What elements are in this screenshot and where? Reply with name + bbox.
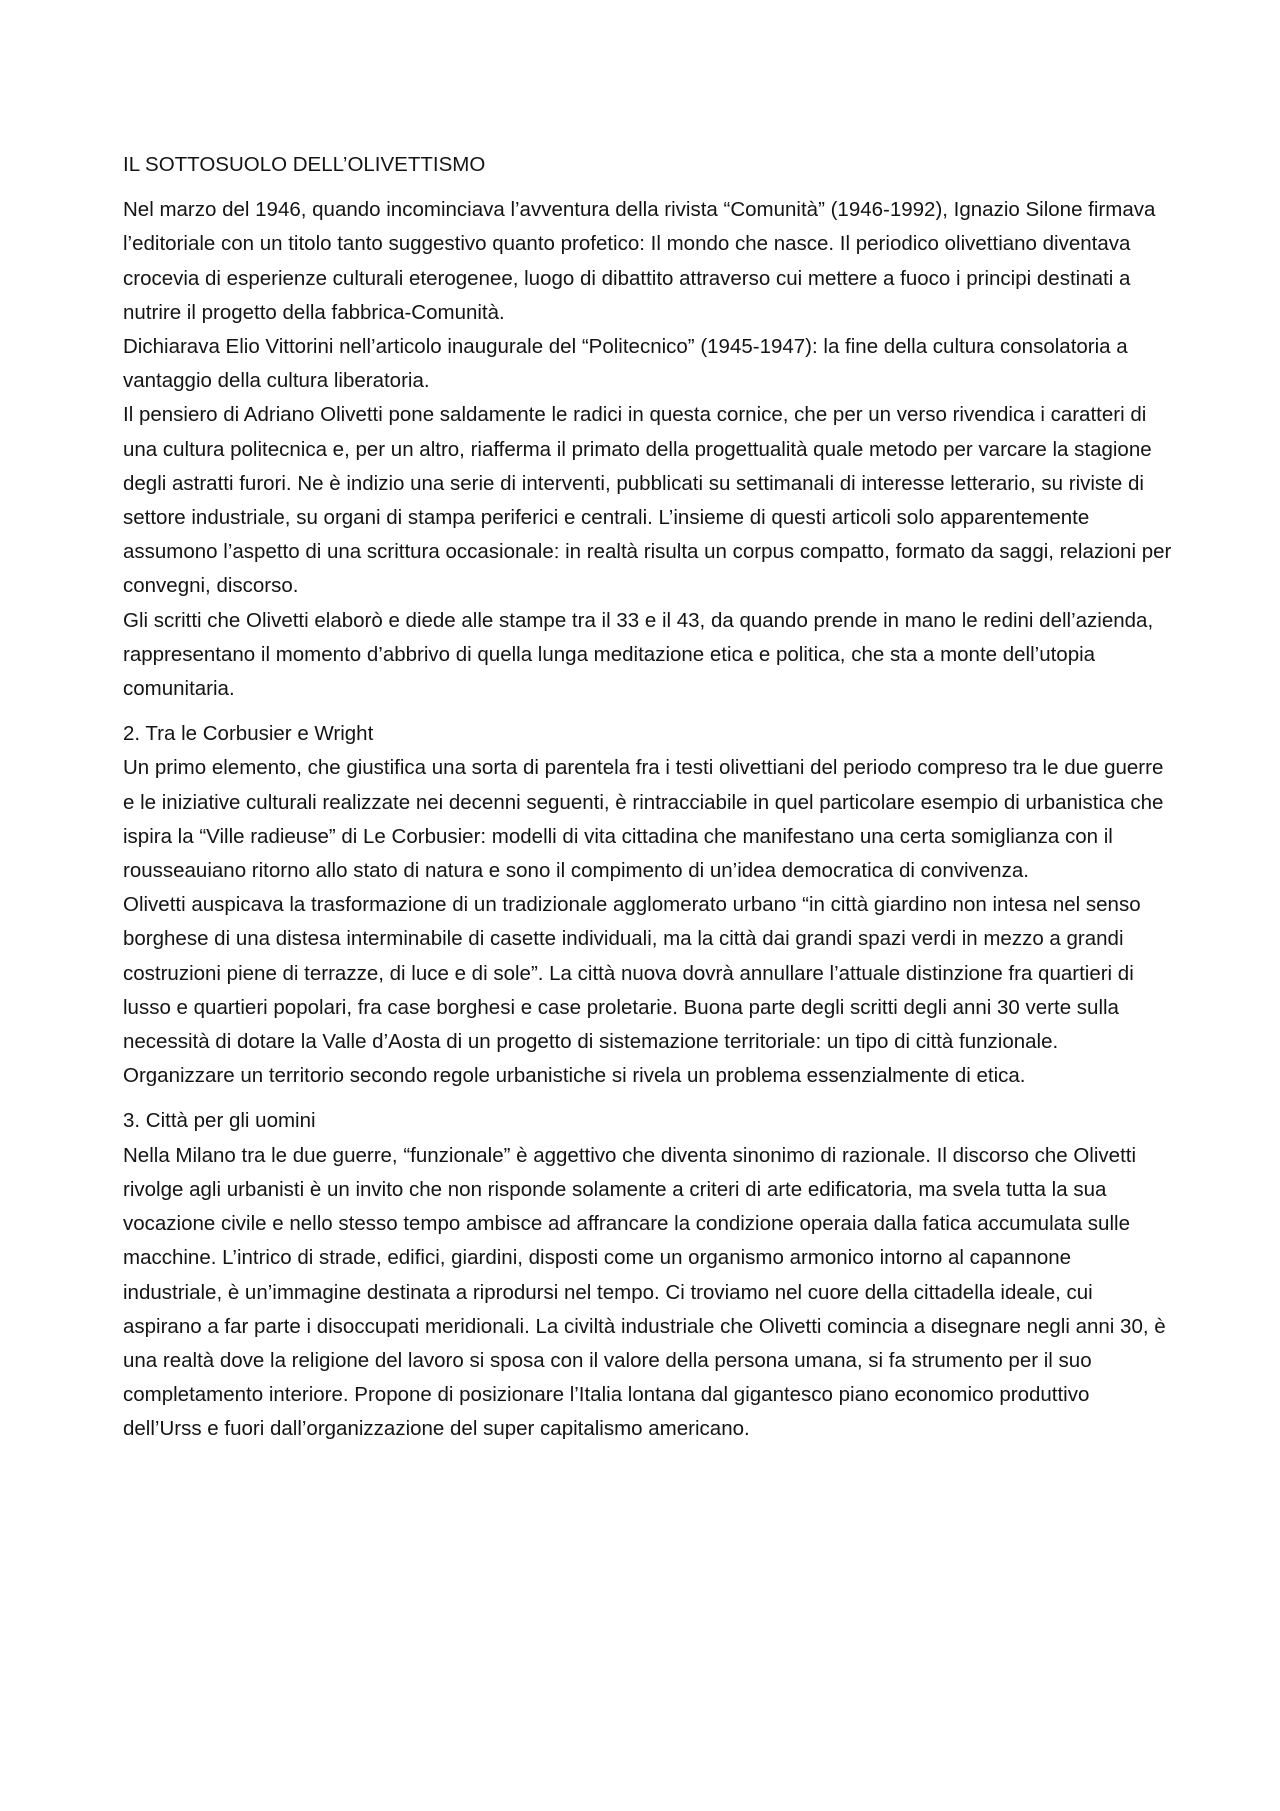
document-page — [123, 148, 1173, 1458]
intro-paragraph-2: Dichiarava Elio Vittorini nell’articolo inaugurale del “Politecnico” (1945-1947): la fine della cultura consolatoria a vantaggio della cultura liberatoria. — [123, 335, 1128, 393]
intro-paragraph-4: Gli scritti che Olivetti elaborò e diede alle stampe tra il 33 e il 43, da quando prende in mano le redini dell’azienda, rappresentano il momento d’abbrivo di quella lunga meditazione etica e politica, che sta a monte dell’utopia comunitaria. — [123, 608, 1154, 701]
section-3-paragraph-1: Nella Milano tra le due guerre, “funzionale” è aggettivo che diventa sinonimo di razionale. Il discorso che Olivetti rivolge agli urbanisti è un invito che non risponde solamente a criteri di arte edificatoria, ma svela tutta la sua vocazione civile e nello stesso tempo ambisce ad affrancare la condizione operaia dalla fatica accumulata sulle macchine. L’intrico di strade, edifici, giardini, disposti come un organismo armonico intorno al capannone industriale, è un’immagine destinata a riprodursi nel tempo. Ci troviamo nel cuore della cittadella ideale, cui aspirano a far parte i disoccupati meridionali. La civiltà industriale che Olivetti comincia a disegnare negli anni 30, è una realtà dove la religione del lavoro si sposa con il valore della persona umana, si fa strumento per il suo completamento interiore. Propone di posizionare l’Italia lontana dal gigantesco piano economico produttivo dell’Urss e fuori dall’organizzazione del super capitalismo americano. — [123, 1143, 1166, 1441]
section-3 — [123, 1104, 1173, 1446]
section-2-paragraph-2: Olivetti auspicava la trasformazione di un tradizionale agglomerato urbano “in città giardino non intesa nel senso borghese di una distesa interminabile di casette individuali, ma la città dai grandi spazi verdi in mezzo a grandi costruzioni piene di terrazze, di luce e di sole”. La città nuova dovrà annullare l’attuale distinzione fra quartieri di lusso e quartieri popolari, fra case borghesi e case proletarie. Buona parte degli scritti degli anni 30 verte sulla necessità di dotare la Valle d’Aosta di un progetto di sistemazione territoriale: un tipo di città funzionale. Organizzare un territorio secondo regole urbanistiche si rivela un problema essenzialmente di etica. — [123, 893, 1141, 1088]
section-3-heading: 3. Città per gli uomini — [123, 1109, 316, 1133]
section-2 — [123, 717, 1173, 1093]
document-title: IL SOTTOSUOLO DELL’OLIVETTISMO — [123, 153, 486, 176]
section-2-heading: 2. Tra le Corbusier e Wright — [123, 722, 374, 746]
section-2-paragraph-1: Un primo elemento, che giustifica una sorta di parentela fra i testi olivettiani del periodo compreso tra le due guerre e le iniziative culturali realizzate nei decenni seguenti, è rintracciabile in quel particolare esempio di urbanistica che ispira la “Ville radieuse” di Le Corbusier: modelli di vita cittadina che manifestano una certa somiglianza con il rousseauiano ritorno allo stato di natura e sono il compimento di un’idea democratica di convivenza. — [123, 756, 1164, 883]
intro-paragraph-3: Il pensiero di Adriano Olivetti pone saldamente le radici in questa cornice, che per un verso rivendica i caratteri di una cultura politecnica e, per un altro, riafferma il primato della progettualità quale metodo per varcare la stagione degli astratti furori. Ne è indizio una serie di interventi, pubblicati su settimanali di interesse letterario, su riviste di settore industriale, su organi di stampa periferici e centrali. L’insieme di questi articoli solo apparentemente assumono l’aspetto di una scrittura occasionale: in realtà risulta un corpus compatto, formato da saggi, relazioni per convegni, discorso. — [123, 403, 1172, 598]
intro-section — [123, 193, 1173, 706]
intro-paragraph-1: Nel marzo del 1946, quando incominciava l’avventura della rivista “Comunità” (1946-1992), Ignazio Silone firmava l’editoriale con un titolo tanto suggestivo quanto profetico: Il mondo che nasce. Il periodico olivettiano diventava crocevia di esperienze culturali eterogenee, luogo di dibattito attraverso cui mettere a fuoco i principi destinati a nutrire il progetto della fabbrica-Comunità. — [123, 198, 1156, 324]
